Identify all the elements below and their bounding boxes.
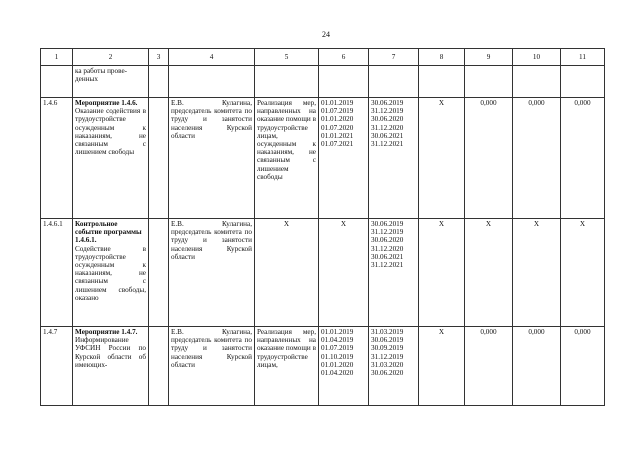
col11-value: 0,000 <box>561 327 605 406</box>
table-row <box>41 98 605 219</box>
date: 30.09.2019 <box>371 344 404 353</box>
col10-value: X <box>513 219 561 327</box>
page-number: 24 <box>322 30 330 39</box>
date: 30.06.2021 <box>371 252 404 261</box>
end-dates <box>369 98 419 219</box>
date: 01.07.2019 <box>321 107 354 116</box>
measure-title: Контрольное событие программы 1.4.6.1. <box>75 220 142 245</box>
end-dates <box>369 327 419 406</box>
date: 30.06.2019 <box>371 220 404 228</box>
continuation-text: ка работы прове-денных <box>73 66 149 98</box>
col9-value: 0,000 <box>465 327 513 406</box>
table-row <box>41 219 605 327</box>
date: 30.06.2020 <box>371 236 404 245</box>
start-dates: X <box>319 219 369 327</box>
row-number: 1.4.6.1 <box>41 219 73 327</box>
col8-value: X <box>419 98 465 219</box>
date: 31.12.2019 <box>371 228 404 237</box>
executor: Е.В. Кулагина, председатель комитета по труду и занятости населения Курской области <box>169 327 255 406</box>
col11-value: 0,000 <box>561 98 605 219</box>
date: 01.01.2019 <box>321 328 354 336</box>
date: 01.01.2019 <box>321 99 354 107</box>
date: 31.03.2019 <box>371 328 404 336</box>
start-dates <box>319 327 369 406</box>
measure-cell <box>73 327 149 406</box>
date: 30.06.2020 <box>371 115 404 124</box>
date: 30.06.2019 <box>371 336 404 345</box>
program-table <box>40 48 605 406</box>
column-header: 8 <box>419 49 465 66</box>
row-number: 1.4.6 <box>41 98 73 219</box>
expected-result: Реализация мер, направленных на оказание помощи в трудоустройстве лицам, <box>255 327 319 406</box>
column-header: 11 <box>561 49 605 66</box>
measure-cell <box>73 98 149 219</box>
col11-value: X <box>561 219 605 327</box>
expected-result: Реализация мер, направленных на оказание помощи в трудоустройстве лицам, осужденным к наказаниям, не связанным с лишением свободы <box>255 98 319 219</box>
col8-value: X <box>419 327 465 406</box>
measure-description: Содействие в трудоустройстве осужденным к наказаниям, не связанным с лишением свободы, оказано <box>75 244 146 302</box>
col9-value: 0,000 <box>465 98 513 219</box>
column-header: 6 <box>319 49 369 66</box>
column-header: 2 <box>73 49 149 66</box>
executor: Е.В. Кулагина, председатель комитета по труду и занятости населения Курской области <box>169 98 255 219</box>
executor: Е.В. Кулагина, председатель комитета по труду и занятости населения Курской области <box>169 219 255 327</box>
measure-description: Информирование УФСИН России по Курской области об имеющих- <box>75 336 146 369</box>
col8-value: X <box>419 219 465 327</box>
date: 31.12.2020 <box>371 123 404 132</box>
measure-cell <box>73 219 149 327</box>
table-row-continuation <box>41 66 605 98</box>
header-row <box>41 49 605 66</box>
date: 30.06.2019 <box>371 99 404 107</box>
date: 01.07.2021 <box>321 140 354 149</box>
column-header: 4 <box>169 49 255 66</box>
expected-result: X <box>255 219 319 327</box>
date: 31.12.2021 <box>371 261 404 270</box>
col9-value: X <box>465 219 513 327</box>
start-dates <box>319 98 369 219</box>
date: 01.01.2021 <box>321 131 354 140</box>
column-header: 5 <box>255 49 319 66</box>
date: 01.01.2020 <box>321 360 354 369</box>
date: 31.12.2021 <box>371 140 404 149</box>
date: 31.12.2019 <box>371 107 404 116</box>
date: 01.10.2019 <box>321 352 354 361</box>
measure-title: Мероприятие 1.4.7. <box>75 328 138 336</box>
column-header: 7 <box>369 49 419 66</box>
column-header: 3 <box>149 49 169 66</box>
column-header: 1 <box>41 49 73 66</box>
date: 01.04.2019 <box>321 336 354 345</box>
date: 31.03.2020 <box>371 360 404 369</box>
col10-value: 0,000 <box>513 98 561 219</box>
end-dates <box>369 219 419 327</box>
date: 31.12.2019 <box>371 352 404 361</box>
date: 31.12.2020 <box>371 244 404 253</box>
col10-value: 0,000 <box>513 327 561 406</box>
date: 01.04.2020 <box>321 369 354 378</box>
measure-description: Оказание содействия в трудоустройстве осужденным к наказаниям, не связанным с лишением свободы <box>75 107 146 157</box>
date: 30.06.2021 <box>371 131 404 140</box>
table-row <box>41 327 605 406</box>
column-header: 9 <box>465 49 513 66</box>
date: 30.06.2020 <box>371 369 404 378</box>
measure-title: Мероприятие 1.4.6. <box>75 99 138 107</box>
date: 01.01.2020 <box>321 115 354 124</box>
date: 01.07.2019 <box>321 344 354 353</box>
row-number: 1.4.7 <box>41 327 73 406</box>
date: 01.07.2020 <box>321 123 354 132</box>
column-header: 10 <box>513 49 561 66</box>
